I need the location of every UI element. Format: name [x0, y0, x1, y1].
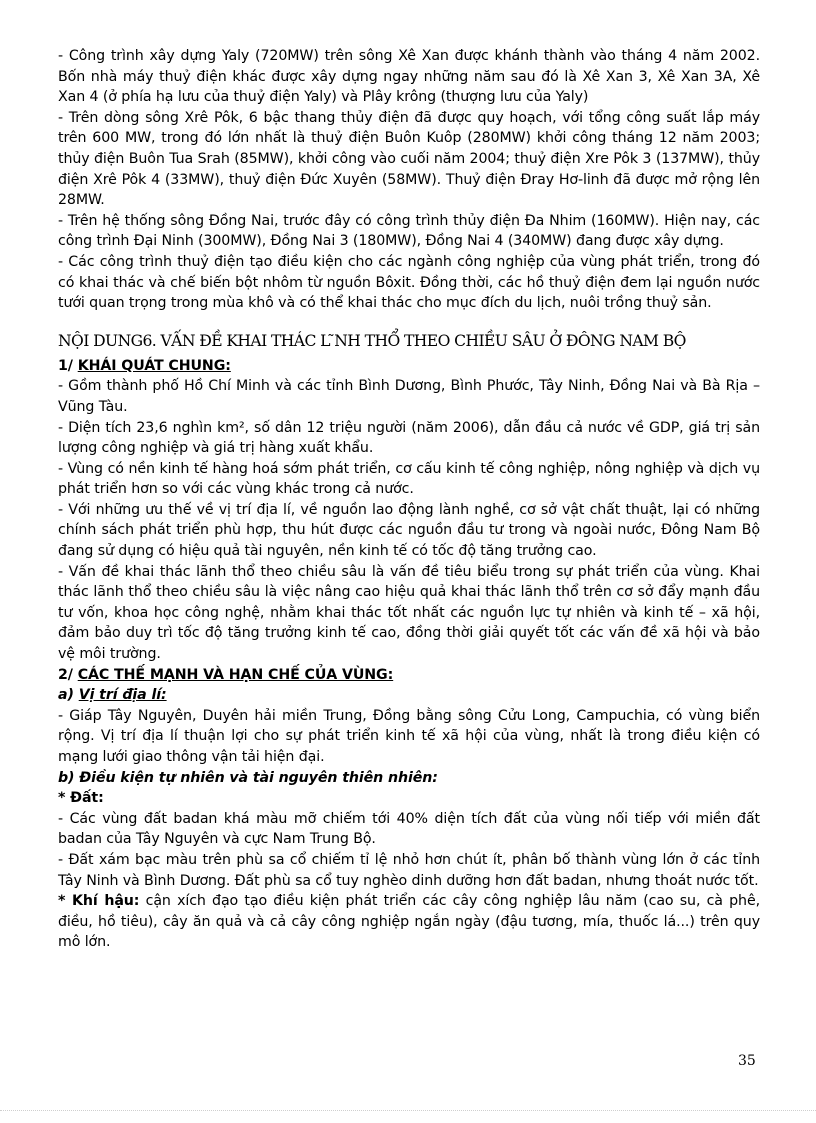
- subsection-a-heading: [58, 685, 760, 706]
- paragraph-hydro-benefits: - Các công trình thuỷ điện tạo điều kiện cho các ngành công nghiệp của vùng phát triển, trong đó có khai thác và chế biến bột nhôm từ nguồn Bôxit. Đồng thời, các hồ thuỷ điện đem lại nguồn nước tưới quan trọng trong mùa khô và có thể khai thác cho mục đích du lịch, nuôi trồng thuỷ sản.: [58, 253, 760, 312]
- section-2-number: 2/: [58, 666, 78, 683]
- paragraph-soil-2: - Đất xám bạc màu trên phù sa cổ chiếm tỉ lệ nhỏ hơn chút ít, phân bố thành vùng lớn ở các tỉnh Tây Ninh và Bình Dương. Đất phù sa cổ tuy nghèo dinh dưỡng hơn đất badan, nhưng thoát nước tốt.: [58, 851, 760, 889]
- section-1-number: 1/: [58, 357, 78, 374]
- paragraph-soil-1: - Các vùng đất badan khá màu mỡ chiếm tới 40% diện tích đất của vùng nối tiếp với miền đất badan của Tây Nguyên và cực Nam Trung Bộ.: [58, 810, 760, 848]
- paragraph-location: - Giáp Tây Nguyên, Duyên hải miền Trung, Đồng bằng sông Cửu Long, Campuchia, có vùng biển rộng. Vị trí địa lí thuận lợi cho sự phát triển kinh tế xã hội của vùng, nhất là trong điều kiện có mạng lưới giao thông vận tải hiện đại.: [58, 707, 760, 765]
- climate-label: * Khí hậu:: [58, 893, 140, 910]
- paragraph-overview-2: - Diện tích 23,6 nghìn km², số dân 12 triệu người (năm 2006), dẫn đầu cả nước về GDP, giá trị sản lượng công nghiệp và giá trị hàng xuất khẩu.: [58, 419, 760, 457]
- section-1-title: KHÁI QUÁT CHUNG:: [77, 357, 231, 374]
- paragraph-yaly: - Công trình xây dựng Yaly (720MW) trên sông Xê Xan được khánh thành vào tháng 4 năm 2002. Bốn nhà máy thuỷ điện khác được xây dựng ngay những năm sau đó là Xê Xan 3, Xê Xan 3A, Xê Xan 4 (ở phía hạ lưu của thuỷ điện Yaly) và Plây krông (thượng lưu của Yaly): [58, 48, 760, 106]
- paragraph-xre-pok: - Trên dòng sông Xrê Pôk, 6 bậc thang thủy điện đã được quy hoạch, với tổng công suất lắp máy trên 600 MW, trong đó lớn nhất là thuỷ điện Buôn Kuôp (280MW) khởi công tháng 12 năm 2003; thủy điện Buôn Tua Srah (85MW), khởi công vào cuối năm 2004; thuỷ điện Xre Pôk 3 (137MW), thủy điện Xrê Pôk 4 (33MW), thuỷ điện Đức Xuyên (58MW). Thuỷ điện Đray Hơ-linh đã được mở rộng lên 28MW.: [58, 109, 760, 209]
- paragraph-climate: [58, 891, 760, 953]
- subsection-a-title: Vị trí địa lí:: [78, 687, 167, 704]
- paragraph-dong-nai: - Trên hệ thống sông Đồng Nai, trước đây có công trình thủy điện Đa Nhim (160MW). Hiện nay, các công trình Đại Ninh (300MW), Đồng Nai 3 (180MW), Đồng Nai 4 (340MW) đang được xây dựng.: [58, 212, 760, 250]
- paragraph-overview-5: - Vấn đề khai thác lãnh thổ theo chiều sâu là vấn đề tiêu biểu trong sự phát triển của vùng. Khai thác lãnh thổ theo chiều sâu là việc nâng cao hiệu quả khai thác lãnh thổ trên cơ sở đẩy mạnh đầu tư vốn, khoa học công nghệ, nhằm khai thác tốt nhất các nguồn lực tự nhiên và kinh tế – xã hội, đảm bảo duy trì tốc độ tăng trưởng kinh tế cao, đồng thời giải quyết tốt các vấn đề xã hội và bảo vệ môi trường.: [58, 563, 760, 663]
- page-number: 35: [738, 1053, 756, 1069]
- climate-text: cận xích đạo tạo điều kiện phát triển các cây công nghiệp lâu năm (cao su, cà phê, điều, hồ tiêu), cây ăn quả và cả cây công nghiệp ngắn ngày (đậu tương, mía, thuốc lá...) trên quy mô lớn.: [58, 893, 760, 951]
- subsection-b-heading: b) Điều kiện tự nhiên và tài nguyên thiên nhiên:: [58, 769, 438, 786]
- footer-divider: [0, 1110, 816, 1111]
- soil-label: * Đất:: [58, 790, 104, 807]
- paragraph-overview-3: - Vùng có nền kinh tế hàng hoá sớm phát triển, cơ cấu kinh tế công nghiệp, nông nghiệp và dịch vụ phát triển hơn so với các vùng khác trong cả nước.: [58, 460, 760, 498]
- content-heading: NỘI DUNG6. VẤN ĐỀ KHAI THÁC L ̃NH THỔ THEO CHIỀU SÂU Ở ĐÔNG NAM BỘ: [58, 331, 686, 350]
- document-page: [58, 46, 760, 953]
- paragraph-overview-4: - Với những ưu thế về vị trí địa lí, về nguồn lao động lành nghề, cơ sở vật chất thuật, lại có những chính sách phát triển phù hợp, thu hút được các nguồn đầu tư trong và ngoài nước, Đông Nam Bộ đang sử dụng có hiệu quả tài nguyên, nền kinh tế có tốc độ tăng trưởng cao.: [58, 501, 760, 560]
- subsection-a-label: a): [58, 687, 79, 704]
- section-1-heading: [58, 356, 760, 377]
- section-2-heading: [58, 665, 760, 686]
- paragraph-overview-1: - Gồm thành phố Hồ Chí Minh và các tỉnh Bình Dương, Bình Phước, Tây Ninh, Đồng Nai và Bà Rịa – Vũng Tàu.: [58, 378, 760, 415]
- section-2-title: CÁC THẾ MẠNH VÀ HẠN CHẾ CỦA VÙNG:: [77, 666, 394, 683]
